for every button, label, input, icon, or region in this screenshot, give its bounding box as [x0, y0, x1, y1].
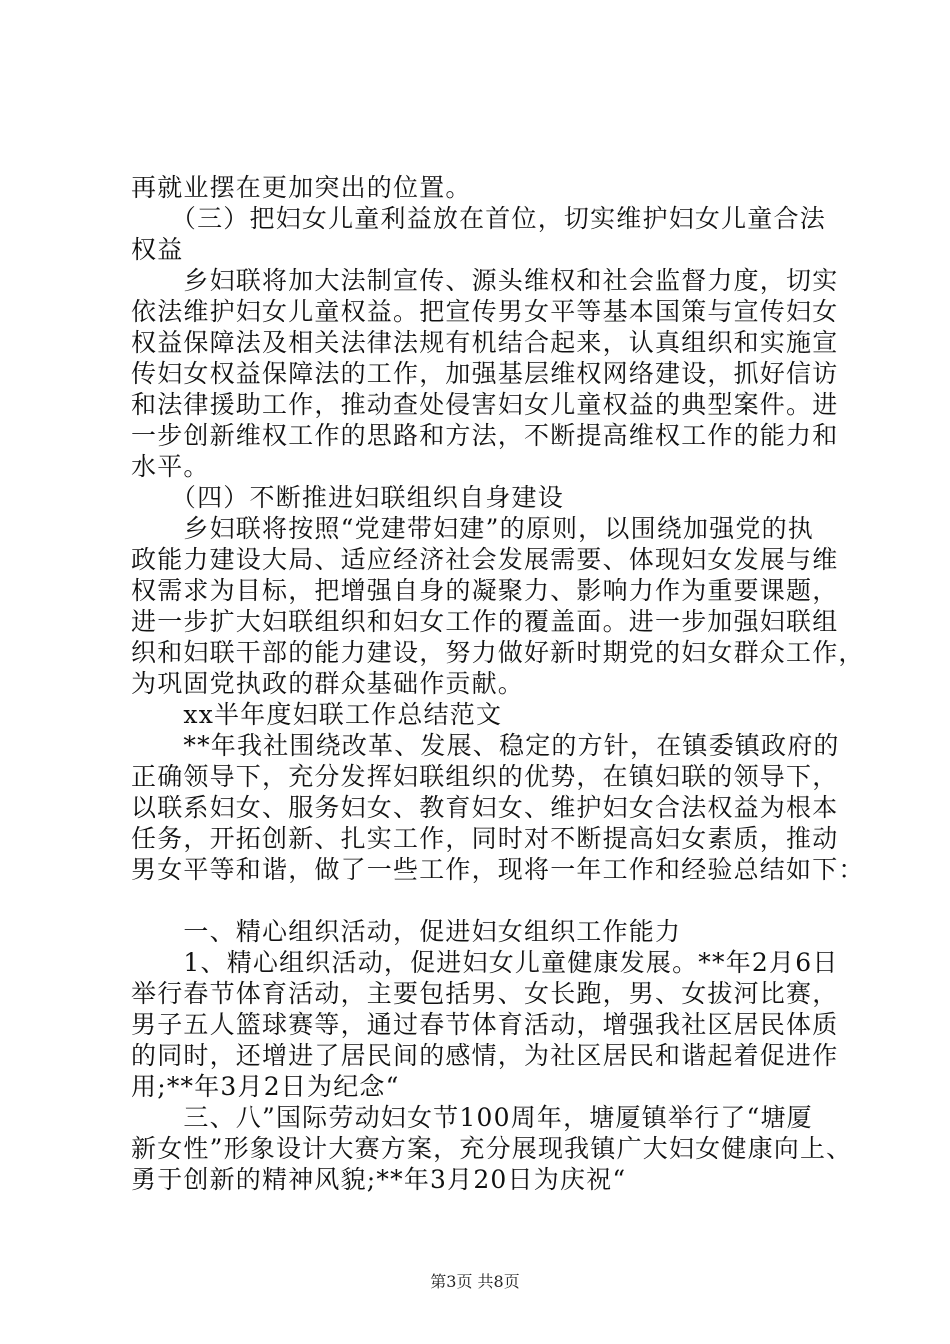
text-line: 正确领导下，充分发挥妇联组织的优势，在镇妇联的领导下， — [131, 762, 839, 791]
text-line: 以联系妇女、服务妇女、教育妇女、维护妇女合法权益为根本 — [131, 793, 839, 822]
text-line: 再就业摆在更加突出的位置。 — [131, 173, 472, 202]
text-line: 乡妇联将按照“党建带妇建”的原则，以围绕加强党的执 — [131, 514, 814, 543]
text-line: 为巩固党执政的群众基础作贡献。 — [131, 669, 525, 698]
text-line: 的同时，还增进了居民间的感情，为社区居民和谐起着促进作 — [131, 1041, 839, 1070]
text-line: 织和妇联干部的能力建设，努力做好新时期党的妇女群众工作， — [131, 638, 865, 667]
text-line: 权需求为目标，把增强自身的凝聚力、影响力作为重要课题， — [131, 576, 839, 605]
blank-line — [131, 884, 831, 918]
text-line: 用;**年3月2日为纪念“ — [131, 1072, 400, 1101]
text-line: 权益 — [131, 235, 184, 264]
text-line: 和法律援助工作，推动查处侵害妇女儿童权益的典型案件。进 — [131, 390, 839, 419]
text-line: 举行春节体育活动，主要包括男、女长跑，男、女拔河比赛， — [131, 979, 839, 1008]
text-line: 勇于创新的精神风貌;**年3月20日为庆祝“ — [131, 1165, 627, 1194]
text-line: **年我社围绕改革、发展、稳定的方针，在镇委镇政府的 — [131, 731, 840, 760]
text-line: 进一步扩大妇联组织和妇女工作的覆盖面。进一步加强妇联组 — [131, 607, 839, 636]
text-line: 男女平等和谐，做了一些工作，现将一年工作和经验总结如下： — [131, 855, 865, 884]
text-line: 传妇女权益保障法的工作，加强基层维权网络建设，抓好信访 — [131, 359, 839, 388]
text-line: 一步创新维权工作的思路和方法，不断提高维权工作的能力和 — [131, 421, 839, 450]
page-footer: 第3页 共8页 — [430, 1272, 520, 1291]
text-line: 1、精心组织活动，促进妇女儿童健康发展。**年2月6日 — [131, 948, 839, 977]
text-line: 新女性”形象设计大赛方案，充分展现我镇广大妇女健康向上、 — [131, 1134, 853, 1163]
text-line: 男子五人篮球赛等，通过春节体育活动，增强我社区居民体质 — [131, 1010, 839, 1039]
section-heading: 一、精心组织活动，促进妇女组织工作能力 — [131, 917, 682, 946]
text-line: 水平。 — [131, 452, 210, 481]
text-line: 三、八”国际劳动妇女节100周年，塘厦镇举行了“塘厦 — [131, 1103, 813, 1132]
section-heading: （四）不断推进妇联组织自身建设 — [131, 483, 564, 512]
text-line: （三）把妇女儿童利益放在首位，切实维护妇女儿童合法 — [131, 204, 826, 233]
text-line: 任务，开拓创新、扎实工作，同时对不断提高妇女素质，推动 — [131, 824, 839, 853]
text-line: 权益保障法及相关法律法规有机结合起来，认真组织和实施宣 — [131, 328, 839, 357]
text-line: 乡妇联将加大法制宣传、源头维权和社会监督力度，切实 — [131, 266, 839, 295]
text-line: 依法维护妇女儿童权益。把宣传男女平等基本国策与宣传妇女 — [131, 297, 839, 326]
text-line: 政能力建设大局、适应经济社会发展需要、体现妇女发展与维 — [131, 545, 839, 574]
document-title: xx半年度妇联工作总结范文 — [131, 700, 503, 729]
